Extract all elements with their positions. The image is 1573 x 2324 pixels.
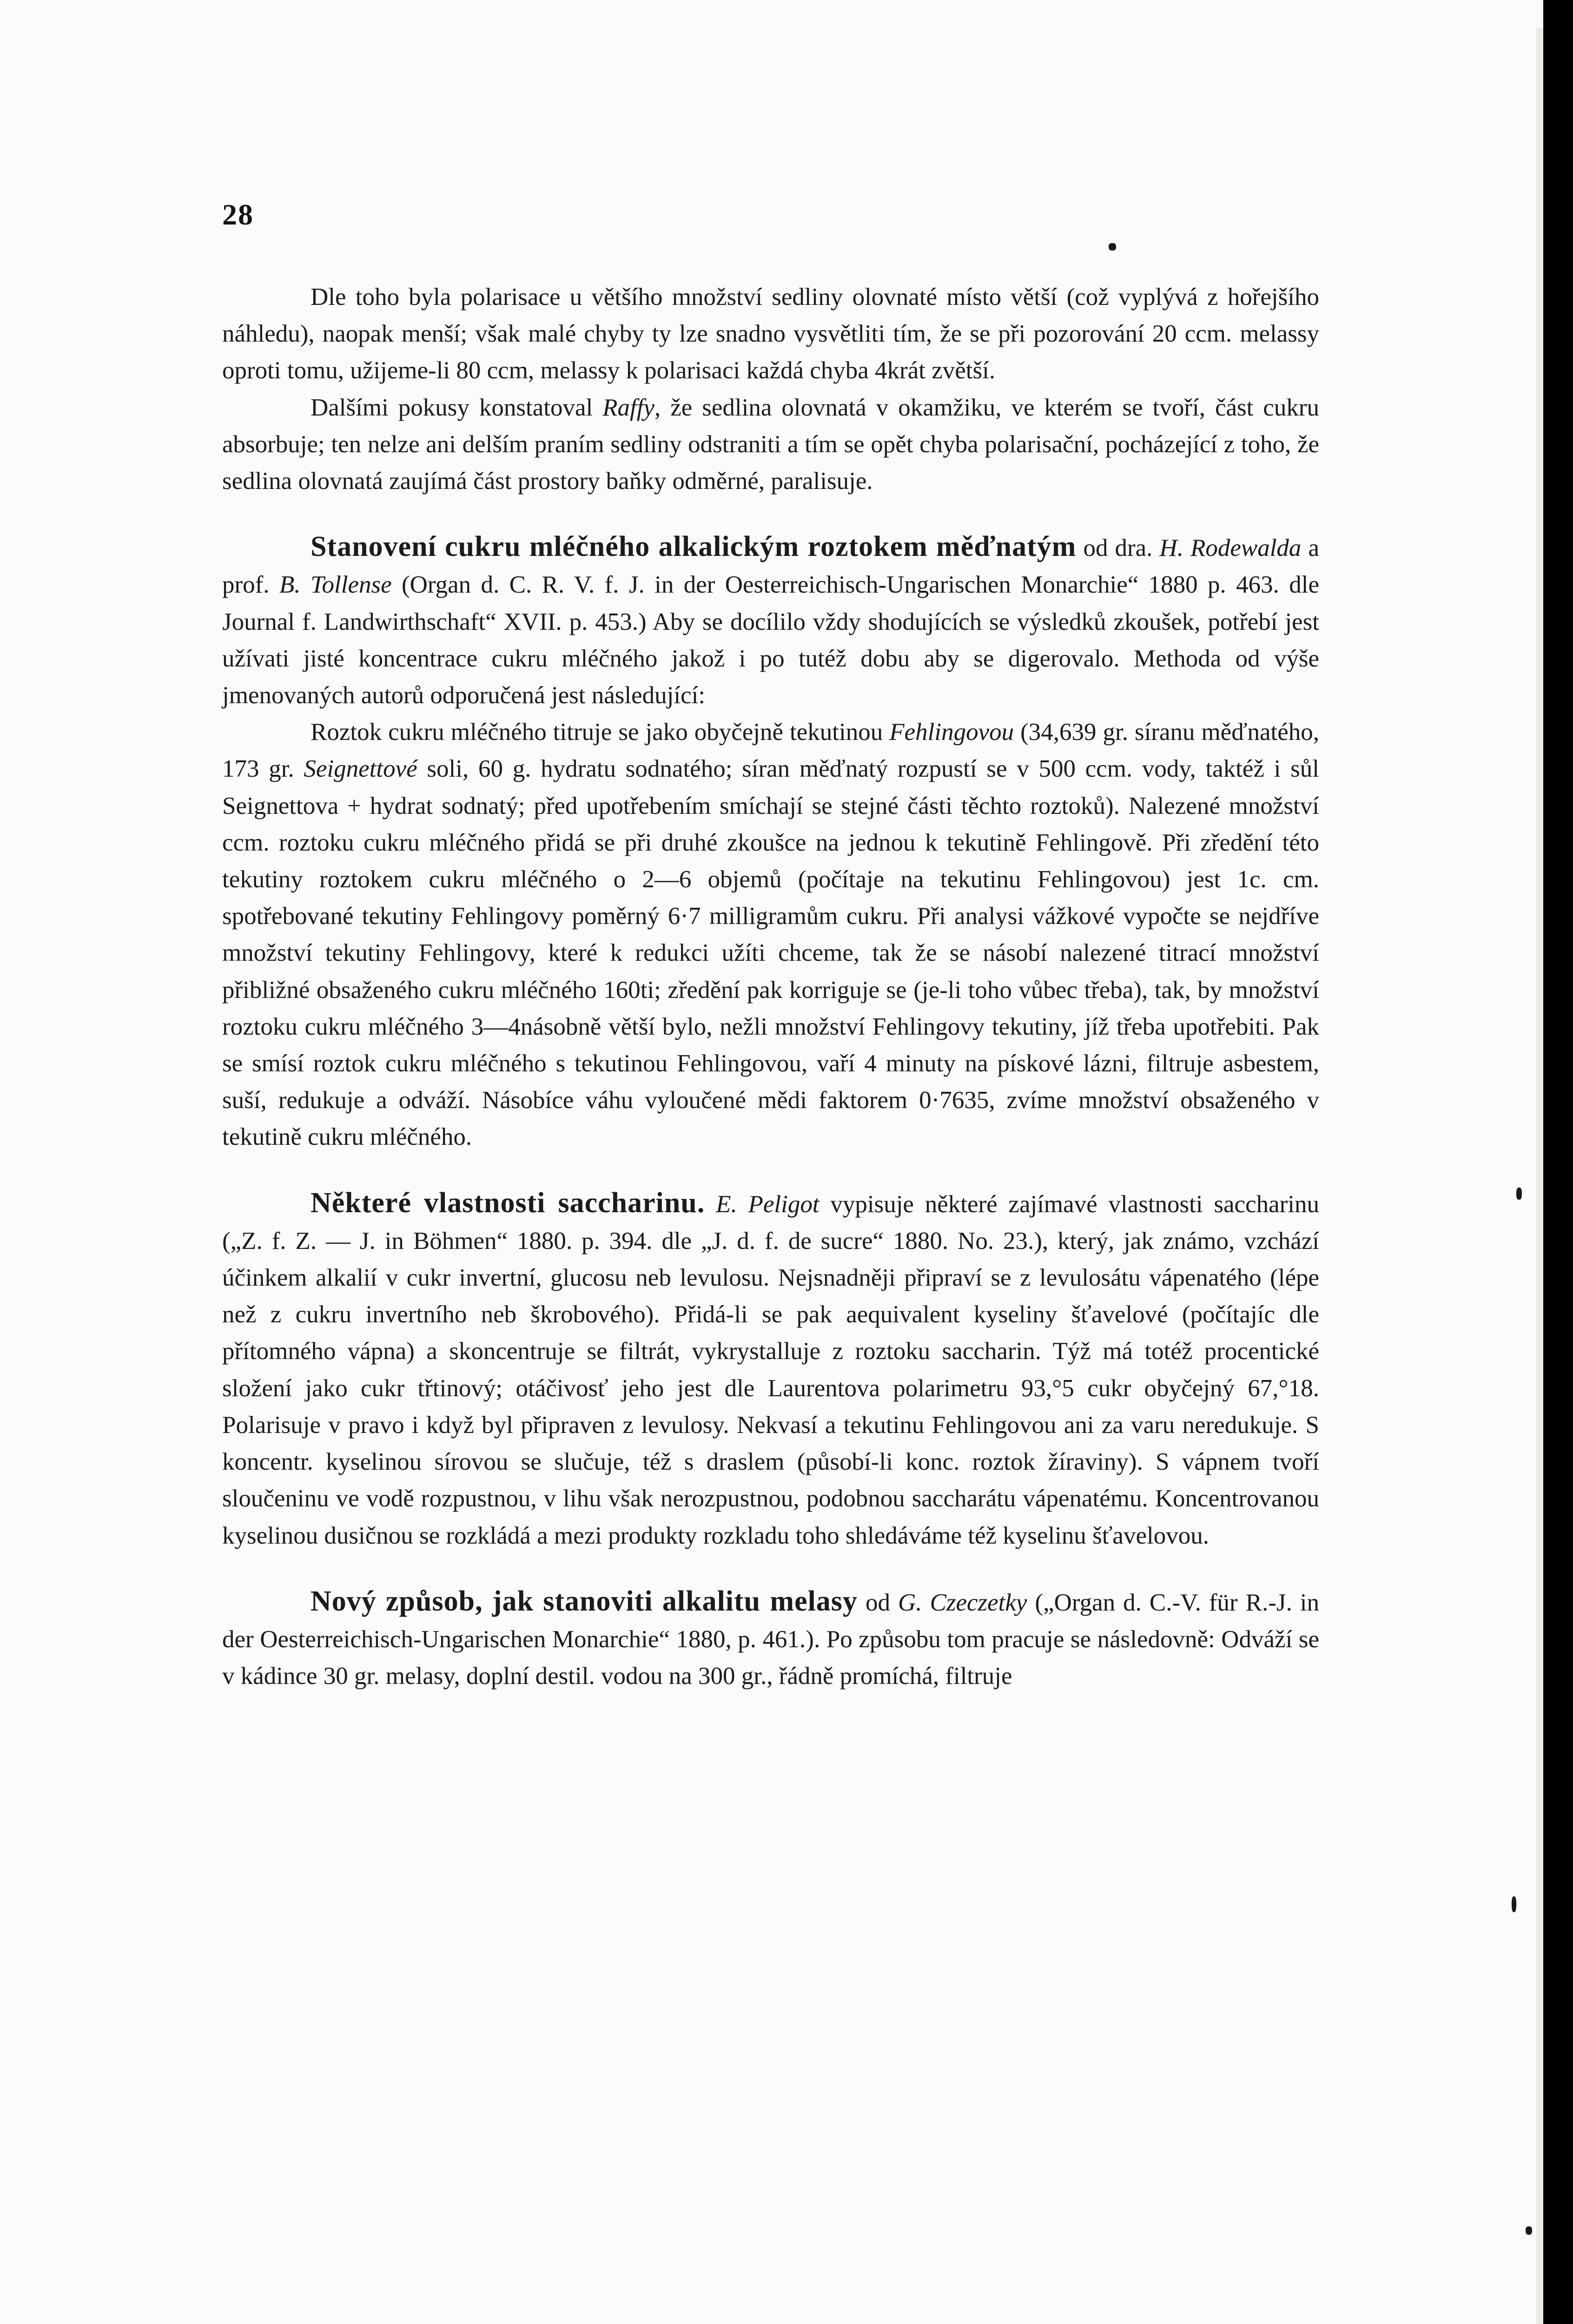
paragraph: Roztok cukru mléčného titruje se jako obyčejně tekutinou Fehlingovou (34,639 gr. síranu měďnatého, 173 gr. Seignettové soli, 60 g. hydratu sodnatého; síran měďnatý rozpustí se v 500 ccm. vody, taktéž i sůl Seignettova + hydrat sodnatý; před upotřebením smíchají se stejné části těchto roztoků). Nalezené množství ccm. roztoku cukru mléčného přidá se při druhé zkoušce na jednou k tekutině Fehlingově. Při zředění této tekutiny roztokem cukru mléčného o 2—6 objemů (počítaje na tekutinu Fehlingovou) jest 1c. cm. spotřebované tekutiny Fehlingovy poměrný 6·7 milligramům cukru. Při analysi vážkové vypočte se nejdříve množství tekutiny Fehlingovy, které k redukci užíti chceme, tak že se násobí nalezené titrací množství přibližné obsaženého cukru mléčného 160ti; zředění pak korriguje se (je-li toho vůbec třeba), tak, by množství roztoku cukru mléčného 3—4násobně větší bylo, nežli množství Fehlingovy tekutiny, jíž třeba upotřebiti. Pak se smísí roztok cukru mléčného s tekutinou Fehlingovou, vaří 4 minuty na pískové lázni, filtruje asbestem, suší, redukuje a odváží. Násobíce váhu vyloučené mědi faktorem 0·7635, zvíme množství obsaženého v tekutině cukru mléčného. — [222, 719, 1320, 1151]
section-body: od dra. H. Rodewalda a prof. B. Tollense (Organ d. C. R. V. f. J. in der Oesterreichisch-Ungarischen Monarchie“ 1880 p. 463. dle Journal f. Landwirthschaft“ XVII. p. 453.) Aby se docílilo vždy shodujících se výsledků zkoušek, potřebí jest užívati jisté koncentrace cukru mléčného jakož i po tutéž dobu aby se digerovalo. Methoda od výše jmenovaných autorů odporučená jest následující: — [222, 535, 1319, 709]
italic-name: G. Czeczetky — [898, 1589, 1027, 1616]
margin-mark — [1109, 243, 1116, 251]
text-body — [222, 279, 1319, 1695]
section-body: od G. Czeczetky („Organ d. C.-V. für R.-J. in der Oesterreichisch-Ungarischen Monarchie“ 1880, p. 461.). Po způsobu tom pracuje se následovně: Odváží se v kádince 30 gr. melasy, doplní destil. vodou na 300 gr., řádně promíchá, filtruje — [222, 1589, 1319, 1690]
margin-mark — [1526, 2226, 1532, 2235]
section-title: Některé vlastnosti saccharinu. — [311, 1187, 705, 1219]
italic-name: B. Tollense — [279, 571, 392, 599]
page-edge — [1536, 28, 1543, 2324]
italic-name: H. Rodewalda — [1159, 535, 1302, 562]
italic-name: Fehlingovou — [889, 719, 1014, 746]
italic-name: E. Peligot — [716, 1190, 820, 1218]
section-title: Stanovení cukru mléčného alkalickým roztokem měďnatým — [311, 531, 1077, 563]
section-title: Nový způsob, jak stanoviti alkalitu melasy — [311, 1585, 858, 1617]
italic-name: Raffy — [602, 394, 655, 421]
page-number: 28 — [222, 198, 254, 231]
paragraph: Dalšími pokusy konstatoval Raffy, že sedlina olovnatá v okamžiku, ve kterém se tvoří, část cukru absorbuje; ten nelze ani delším praním sedliny odstraniti a tím se opět chyba polarisační, pocházející z toho, že sedlina olovnatá zaujímá část prostory baňky odměrné, paralisuje. — [222, 394, 1319, 495]
section-saccharin-properties — [222, 1185, 1319, 1554]
margin-mark — [1516, 1188, 1522, 1200]
italic-name: Seignettové — [304, 755, 417, 783]
section-lactose-determination — [222, 528, 1319, 714]
margin-mark — [1512, 1896, 1516, 1912]
section-molasses-alkalinity — [222, 1583, 1319, 1695]
section-body: E. Peligot vypisuje některé zajímavé vlastnosti saccharinu („Z. f. Z. — J. in Böhmen“ 1880. p. 394. dle „J. d. f. de sucre“ 1880. No. 23.), který, jak známo, vzchází účinkem alkalií v cukr invertní, glucosu neb levulosu. Nejsnadněji připraví se z levulosátu vápenatého (lépe než z cukru invertního neb škrobového). Přidá-li se pak aequivalent kyseliny šťavelové (počítajíc dle přítomného vápna) a skoncentruje se filtrát, vykrystalluje z roztoku saccharin. Týž má totéž procentické složení jako cukr třtinový; otáčivosť jeho jest dle Laurentova polarimetru 93,°5 cukr obyčejný 67,°18. Polarisuje v pravo i když byl připraven z levulosy. Nekvasí a tekutinu Fehlingovou ani za varu neredukuje. S koncentr. kyselinou sírovou se slučuje, též s draslem (působí-li konc. roztok žíraviny). S vápnem tvoří sloučeninu ve vodě rozpustnou, v lihu však nerozpustnou, podobnou saccharátu vápenatému. Koncentrovanou kyselinou dusičnou se rozkládá a mezi produkty rozkladu toho shledáváme též kyselinu šťavelovou. — [222, 1190, 1319, 1549]
paragraph: Dle toho byla polarisace u většího množství sedliny olovnaté místo větší (což vyplývá z hořejšího náhledu), naopak menší; však malé chyby ty lze snadno vysvětliti tím, že se při pozorování 20 ccm. melassy oproti tomu, užijeme-li 80 ccm, melassy k polarisaci každá chyba 4krát zvětší. — [222, 284, 1319, 384]
